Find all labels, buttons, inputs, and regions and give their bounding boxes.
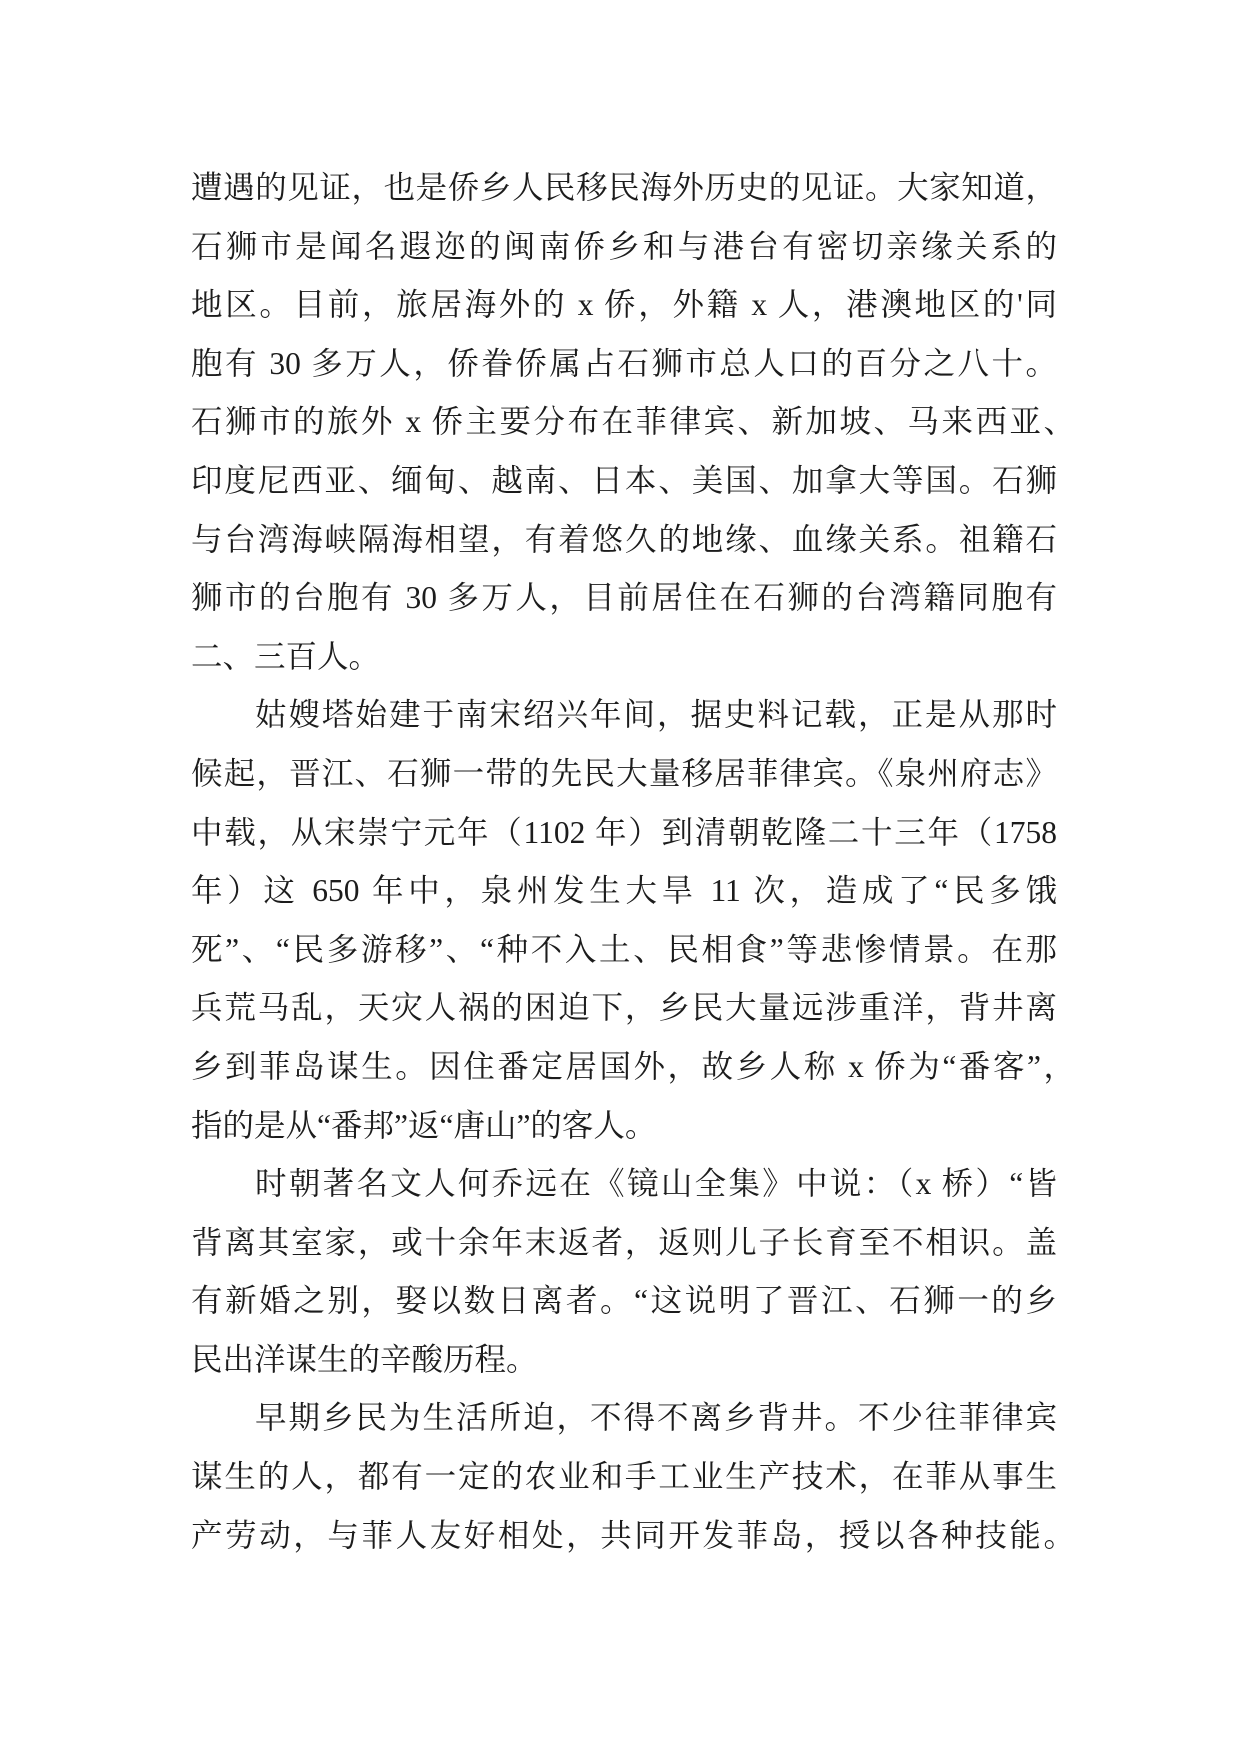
text-line: 时朝著名文人何乔远在《镜山全集》中说：（x 桥）“皆 [255, 1166, 1057, 1202]
text-line: 石狮市的旅外 x 侨主要分布在菲律宾、新加坡、马来西亚、 [191, 404, 1075, 440]
text-line: 早期乡民为生活所迫，不得不离乡背井。不少往菲律宾 [255, 1400, 1057, 1436]
text-line: 地区。目前，旅居海外的 x 侨，外籍 x 人，港澳地区的'同 [191, 287, 1057, 323]
paragraph [191, 686, 1075, 1155]
text-line: 乡到菲岛谋生。因住番定居国外，故乡人称 x 侨为“番客”， [191, 1048, 1075, 1084]
text-line: 民出洋谋生的辛酸历程。 [191, 1341, 538, 1377]
text-line: 中载，从宋崇宁元年（1102 年）到清朝乾隆二十三年（1758 [191, 814, 1057, 850]
text-line: 兵荒马乱，天灾人祸的困迫下，乡民大量远涉重洋，背井离 [191, 990, 1057, 1026]
text-line: 死”、“民多游移”、“种不入土、民相食”等悲惨情景。在那 [191, 931, 1057, 967]
text-line: 遭遇的见证，也是侨乡人民移民海外历史的见证。大家知道， [191, 170, 1057, 205]
paragraph [191, 159, 1075, 686]
text-line: 二、三百人。 [191, 638, 381, 674]
text-line: 谋生的人，都有一定的农业和手工业生产技术，在菲从事生 [191, 1459, 1057, 1495]
text-line: 年）这 650 年中，泉州发生大旱 11 次，造成了“民多饿 [191, 873, 1057, 909]
text-line: 印度尼西亚、缅甸、越南、日本、美国、加拿大等国。石狮 [191, 462, 1057, 498]
text-line: 背离其室家，或十余年末返者，返则儿子长育至不相识。盖 [191, 1224, 1057, 1260]
text-line: 姑嫂塔始建于南宋绍兴年间，据史料记载，正是从那时 [255, 697, 1057, 733]
text-line: 石狮市是闻名遐迩的闽南侨乡和与港台有密切亲缘关系的 [191, 228, 1057, 264]
paragraph [191, 1155, 1057, 1389]
text-line: 胞有 30 多万人，侨眷侨属占石狮市总人口的百分之八十。 [191, 345, 1057, 381]
text-line: 狮市的台胞有 30 多万人，目前居住在石狮的台湾籍同胞有 [191, 580, 1057, 616]
text-line: 产劳动，与菲人友好相处，共同开发菲岛，授以各种技能。 [191, 1517, 1075, 1553]
body-text [191, 159, 1075, 1565]
paragraph [191, 1389, 1075, 1565]
text-line: 有新婚之别，娶以数日离者。“这说明了晋江、石狮一的乡 [191, 1283, 1057, 1319]
text-line: 与台湾海峡隔海相望，有着悠久的地缘、血缘关系。祖籍石 [191, 521, 1057, 557]
text-line: 指的是从“番邦”返“唐山”的客人。 [191, 1107, 657, 1143]
text-line: 候起，晋江、石狮一带的先民大量移居菲律宾。《泉州府志》 [191, 755, 1057, 791]
